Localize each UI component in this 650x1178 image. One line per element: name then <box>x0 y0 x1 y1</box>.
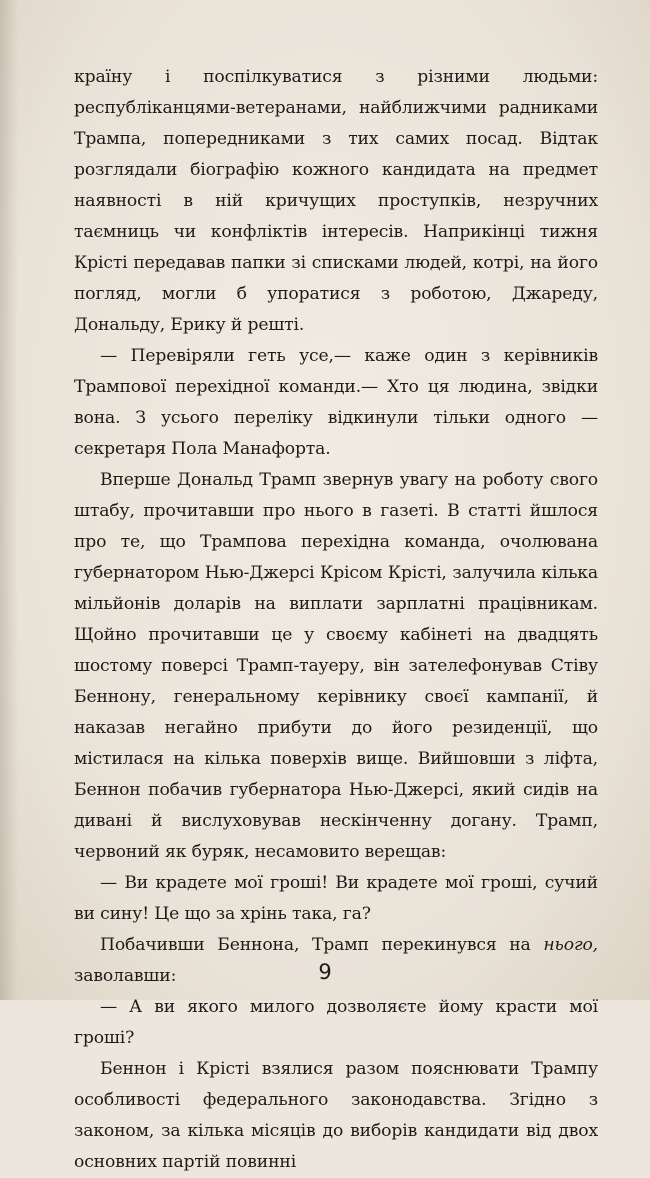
paragraph-bannon-seen-end: заволавши: <box>74 966 177 986</box>
page-body-text <box>74 62 598 1178</box>
paragraph-bannon-seen-start: Побачивши Беннона, Трамп перекинувся на <box>100 935 544 955</box>
paragraph-quote-checked: — Перевіряли геть усе,— каже один з керівників Трампової перехідної команди.— Хто ця людина, звідки вона. З усього переліку відкинули тільки одного — секретаря Пола Манафорта. <box>74 346 598 459</box>
paragraph-first-attention: Вперше Дональд Трамп звернув увагу на роботу свого штабу, прочитавши про нього в газеті. В статті йшлося про те, що Трампова перехідна команда, очолювана губернатором Нью-Джерсі Крісом Крісті, залучила кілька мільйонів доларів на виплати зарплатні працівникам. Щойно прочитавши це у своєму кабінеті на двадцять шостому поверсі Трамп-тауеру, він зателефонував Стіву Беннону, генеральному керівнику своєї кампанії, й наказав негайно прибути до його резиденції, що містилася на кілька поверхів вище. Вийшовши з ліфта, Беннон побачив губернатора Нью-Джерсі, який сидів на дивані й вислуховував нескінченну догану. Трамп, червоний як буряк, несамовито верещав: <box>74 470 598 862</box>
page-gutter-shadow <box>0 0 18 1000</box>
paragraph-continued: країну і поспілкуватися з різними людьми: республіканцями-ветеранами, найближчими радниками Трампа, попередниками з тих самих посад. Відтак розглядали біографію кожного кандидата на предмет наявності в ній кричущих проступків, незручних таємниць чи конфліктів інтересів. Наприкінці тижня Крісті передавав папки зі списками людей, котрі, на його погляд, могли б упоратися з роботою, Джареду, Дональду, Ерику й решті. <box>74 67 598 335</box>
paragraph-explain-law: Беннон і Крісті взялися разом пояснювати Трампу особливості федерального законодавства. Згідно з законом, за кілька місяців до виборів кандидати від двох основних партій повинні <box>74 1059 598 1172</box>
page-number: 9 <box>318 960 332 984</box>
emphasized-word: нього, <box>543 935 598 955</box>
paragraph-quote-allow: — А ви якого милого дозволяєте йому красти мої гроші? <box>74 997 598 1048</box>
paragraph-quote-stealing: — Ви крадете мої гроші! Ви крадете мої гроші, сучий ви сину! Це що за хрінь така, га? <box>74 873 598 924</box>
